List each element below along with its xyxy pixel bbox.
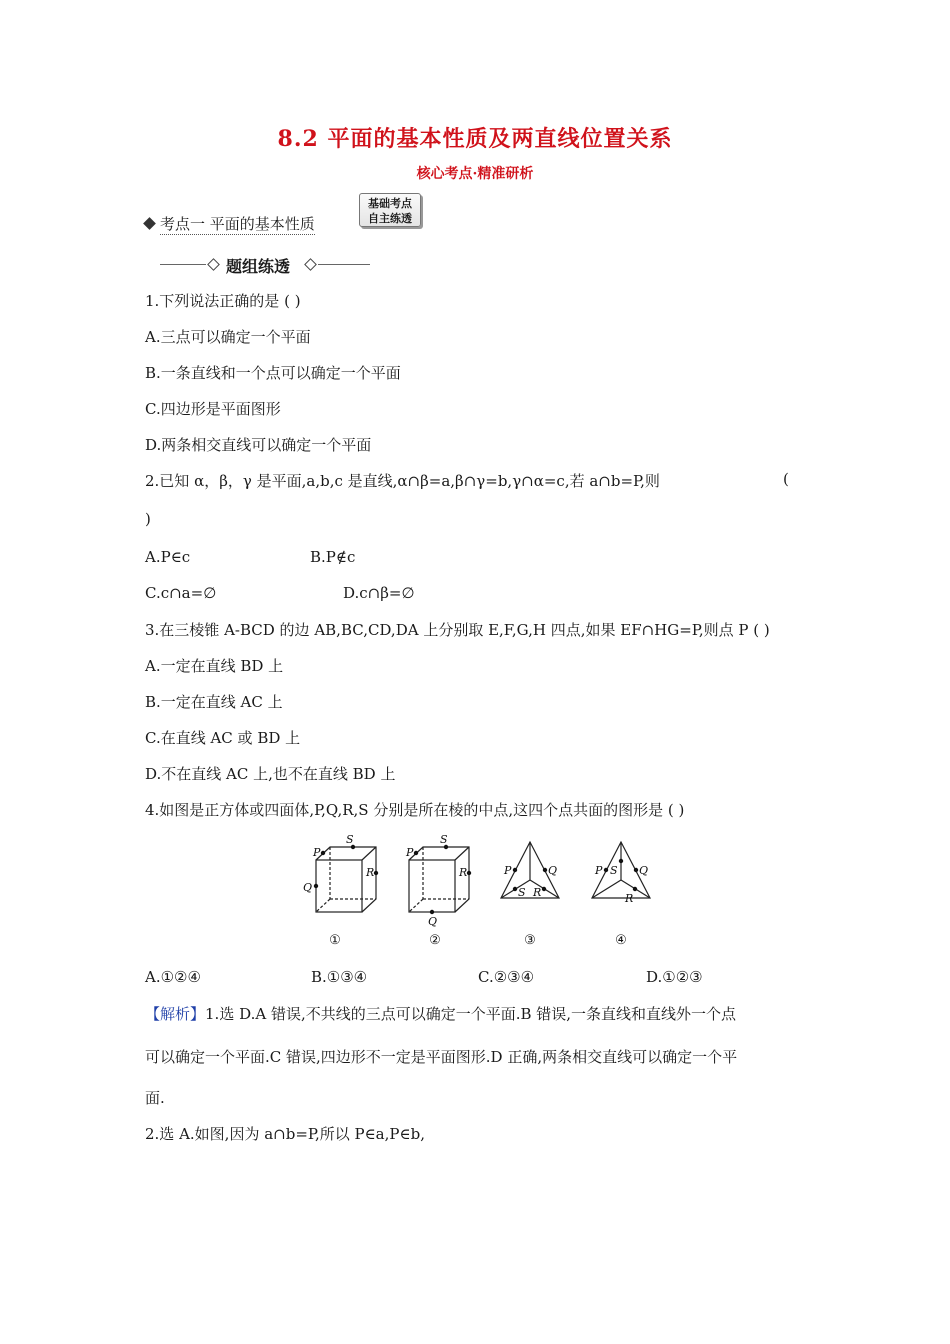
badge-line1: 基础考点 — [368, 197, 412, 210]
q3-option-c: C.在直线 AC 或 BD 上 — [145, 729, 301, 747]
figure3-caption: ③ — [524, 933, 536, 948]
kaodian-label: 考点一 平面的基本性质 — [160, 215, 315, 233]
divider-left-diamond-icon — [207, 258, 220, 271]
fig3-label-s: S — [518, 886, 526, 899]
q2-option-d: D.c∩β=∅ — [343, 584, 415, 602]
fig4-label-q: Q — [639, 864, 649, 877]
q1-stem: 1.下列说法正确的是 ( ) — [145, 292, 301, 310]
divider-left-line — [160, 264, 206, 265]
solution-line3: 面. — [145, 1089, 165, 1107]
q3-stem: 3.在三棱锥 A-BCD 的边 AB,BC,CD,DA 上分别取 E,F,G,H 四点,如果 EF∩HG=P,则点 P ( ) — [145, 621, 770, 639]
q1-option-c: C.四边形是平面图形 — [145, 400, 281, 418]
solution-line2: 可以确定一个平面.C 错误,四边形不一定是平面图形.D 正确,两条相交直线可以确定一个平 — [145, 1048, 738, 1066]
q4-option-b: B.①③④ — [311, 968, 368, 986]
q2-paren-open: ( — [783, 470, 789, 488]
practice-badge — [359, 193, 421, 227]
fig4-label-r: R — [625, 892, 634, 905]
page-subtitle: 核心考点·精准研析 — [416, 166, 534, 182]
diamond-bullet-icon — [143, 217, 156, 230]
solution-line4: 2.选 A.如图,因为 a∩b=P,所以 P∈a,P∈b, — [145, 1125, 425, 1143]
q2-stem: 2.已知 α，β，γ 是平面,a,b,c 是直线,α∩β=a,β∩γ=b,γ∩α=c,若 a∩b=P,则 — [145, 472, 660, 490]
group-label: 题组练透 — [226, 257, 291, 276]
q4-stem: 4.如图是正方体或四面体,P,Q,R,S 分别是所在棱的中点,这四个点共面的图形是 ( ) — [145, 801, 685, 819]
fig2-label-r: R — [459, 866, 468, 879]
fig1-label-r: R — [366, 866, 375, 879]
fig2-label-p: P — [406, 846, 414, 859]
figure1-caption: ① — [329, 933, 341, 948]
fig3-label-q: Q — [548, 864, 558, 877]
fig1-label-q: Q — [303, 881, 313, 894]
fig2-label-q: Q — [428, 915, 438, 928]
q2-option-c: C.c∩a=∅ — [145, 584, 217, 602]
q1-option-b: B.一条直线和一个点可以确定一个平面 — [145, 364, 401, 382]
badge-line2: 自主练透 — [368, 212, 412, 225]
q2-option-a: A.P∈c — [145, 548, 191, 566]
figure2-caption: ② — [429, 933, 441, 948]
solution-line1 — [145, 1003, 736, 1024]
fig1-label-p: P — [313, 846, 321, 859]
q3-option-a: A.一定在直线 BD 上 — [145, 657, 284, 675]
q4-option-c: C.②③④ — [478, 968, 535, 986]
q3-option-d: D.不在直线 AC 上,也不在直线 BD 上 — [145, 765, 396, 783]
figure1-cube — [316, 847, 376, 912]
fig1-label-s: S — [346, 833, 354, 846]
fig2-label-s: S — [440, 833, 448, 846]
group-practice-divider — [160, 254, 370, 276]
page-title: 8.2 平面的基本性质及两直线位置关系 — [277, 126, 673, 152]
q4-option-d: D.①②③ — [646, 968, 703, 986]
q4-option-a: A.①②④ — [145, 968, 201, 986]
divider-right-diamond-icon — [304, 258, 317, 271]
solution-tag: 【解析】 — [145, 1005, 206, 1023]
q3-option-b: B.一定在直线 AC 上 — [145, 693, 283, 711]
q2-option-b: B.P∉c — [310, 548, 356, 566]
figure4-caption: ④ — [615, 933, 627, 948]
fig3-label-p: P — [504, 864, 512, 877]
kaodian-heading — [145, 213, 315, 234]
fig4-label-s: S — [610, 864, 618, 877]
fig3-label-r: R — [533, 886, 542, 899]
divider-right-line — [318, 264, 370, 265]
q2-paren-close: ) — [145, 510, 151, 528]
fig4-label-p: P — [595, 864, 603, 877]
q4-figures — [290, 828, 670, 952]
figure2-cube — [409, 847, 469, 912]
solution-text1: 1.选 D.A 错误,不共线的三点可以确定一个平面.B 错误,一条直线和直线外一个点 — [205, 1005, 737, 1023]
q1-option-d: D.两条相交直线可以确定一个平面 — [145, 436, 372, 454]
q1-option-a: A.三点可以确定一个平面 — [145, 328, 311, 346]
